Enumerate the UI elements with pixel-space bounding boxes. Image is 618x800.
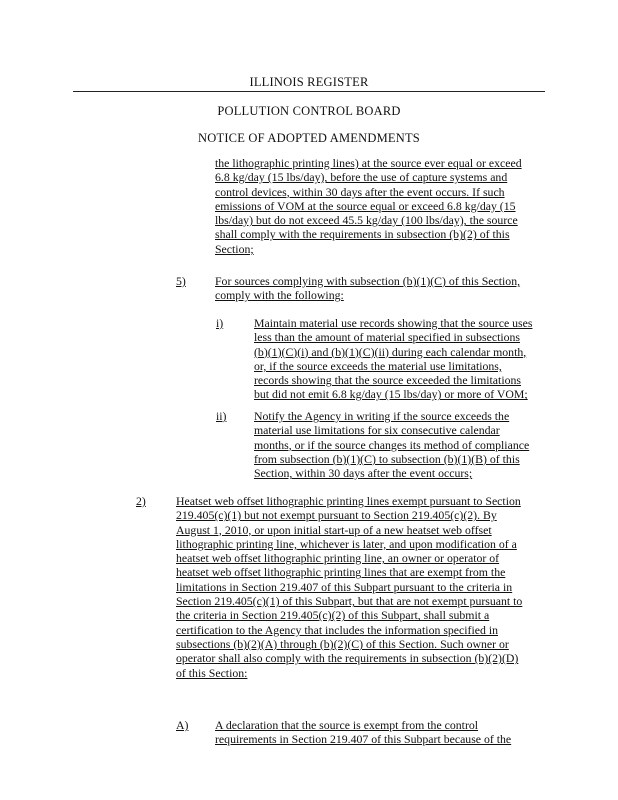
agency-title: POLLUTION CONTROL BOARD [217,104,401,118]
item-i-text: Maintain material use records showing that the source uses less than the amount of material specified in subsections (b)(1)(C)(i) and (b)(1)(C)(ii) during each calendar month, or, if the source exceeds the material use limitations, records showing that the source exceeded the limitations but did not emit 6.8 kg/day (15 lbs/day) or more of VOM; [254,316,533,402]
notice-title: NOTICE OF ADOPTED AMENDMENTS [198,131,420,145]
item-ii-label: ii) [216,409,227,423]
header-rule [73,91,545,92]
item-a-text: A declaration that the source is exempt from the control requirements in Section 219.407 of this Subpart because of the [215,718,512,747]
item-5-label: 5) [176,274,186,288]
item-i-label: i) [216,316,224,330]
register-title: ILLINOIS REGISTER [249,75,369,89]
item-5-text: For sources complying with subsection (b)(1)(C) of this Section, comply with the following: [215,274,521,303]
item-2-label: 2) [136,494,146,508]
item-2-text: Heatset web offset lithographic printing lines exempt pursuant to Section 219.405(c)(1) but not exempt pursuant to Section 219.405(c)(2). By August 1, 2010, or upon initial start-up of a new heatset web offset lithographic printing line, whichever is later, and upon modification of a heatset web offset lithographic printing line, an owner or operator of heatset web offset lithographic printing lines that are exempt from the limitations in Section 219.407 of this Subpart pursuant to the criteria in Section 219.405(c)(1) of this Subpart, but that are not exempt pursuant to the criteria in Section 219.405(c)(2) of this Subpart, shall submit a certification to the Agency that includes the information specified in subsections (b)(2)(A) through (b)(2)(C) of this Section. Such owner or operator shall also comply with the requirements in subsection (b)(2)(D) of this Section: [176,494,523,680]
paragraph-continuation: the lithographic printing lines) at the source ever equal or exceed 6.8 kg/day (15 lbs/day), before the use of capture systems and control devices, within 30 days after the event occurs. If such emissions of VOM at the source equal or exceed 6.8 kg/day (15 lbs/day) but do not exceed 45.5 kg/day (100 lbs/day), the source shall comply with the requirements in subsection (b)(2) of this Section; [215,156,522,256]
item-ii-text: Notify the Agency in writing if the source exceeds the material use limitations for six consecutive calendar months, or if the source changes its method of compliance from subsection (b)(1)(C) to subsection (b)(1)(B) of this Section, within 30 days after the event occurs; [254,409,530,481]
item-a-label: A) [176,718,189,732]
